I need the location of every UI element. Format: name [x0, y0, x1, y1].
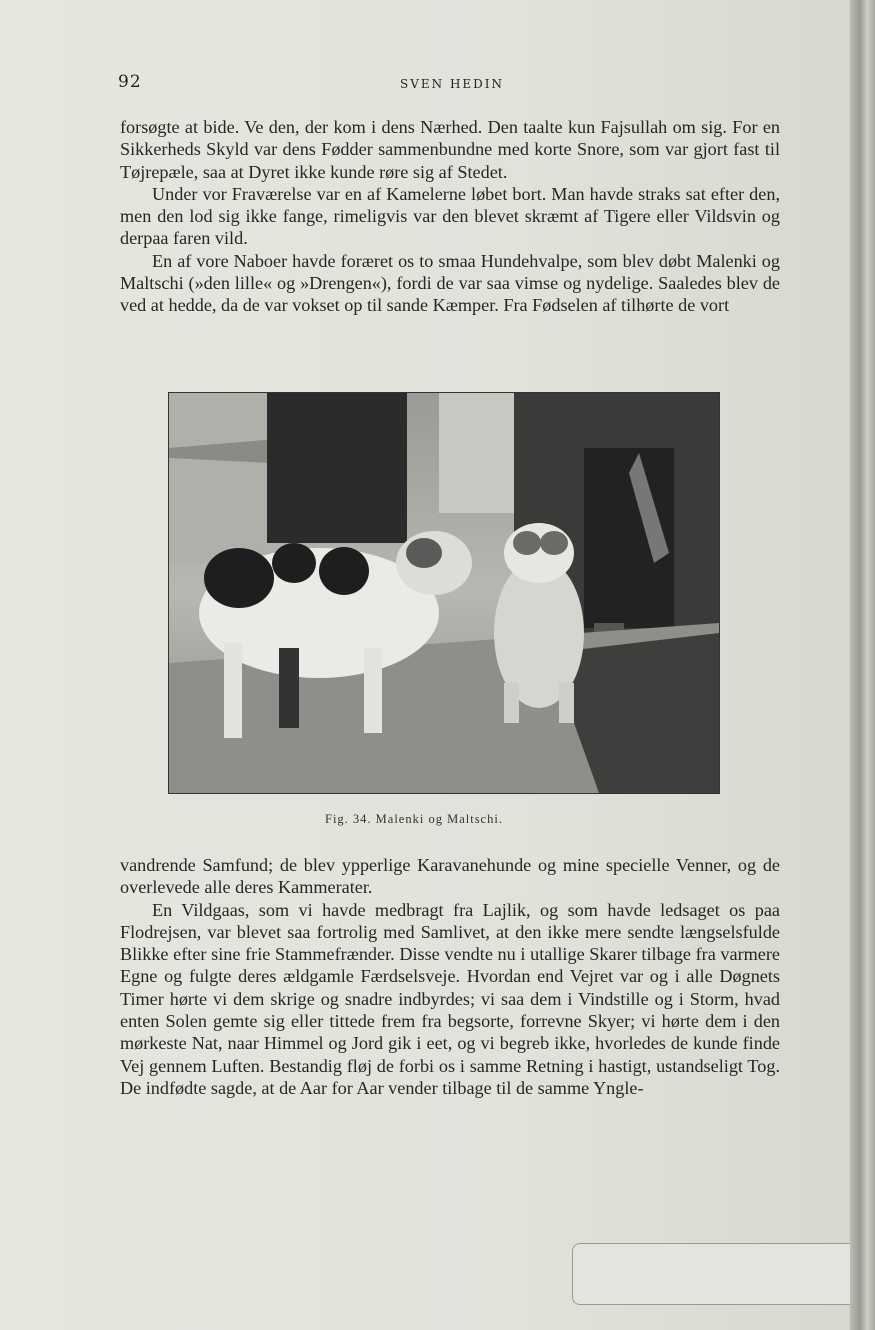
paragraph: En af vore Naboer havde foræret os to smaa Hundehvalpe, som blev døbt Malenki og Maltschi (»den lille« og »Drengen«), fordi de var saa vimse og nydelige. Saaledes blev de ved at hedde, da de var vokset op til sande Kæmper. Fra Fødselen af tilhørte de vort — [120, 250, 780, 316]
figure-photo-dogs — [168, 392, 720, 794]
running-title: SVEN HEDIN — [400, 77, 505, 91]
paragraph: En Vildgaas, som vi havde medbragt fra Lajlik, og som havde ledsaget os paa Flodrejsen, var blevet saa fortrolig med Samlivet, at den ikke mere sendte længselsfulde Blikke efter sine frie Stammefrænder. Disse vendte nu i utallige Skarer tilbage fra varmere Egne og fulgte deres ældgamle Færdselsveje. Hvordan end Vejret var og i alle Døgnets Timer hørte vi dem skrige og snadre indbyrdes; vi saa dem i Vindstille og i Storm, hvad enten Solen gemte sig eller tittede frem fra begsorte, forrevne Skyer; vi hørte dem i den mørkeste Nat, naar Himmel og Jord gik i eet, og vi begreb ikke, hvorledes de kunde finde Vej gennem Luften. Bestandig fløj de forbi os i samme Retning i hastigt, ustandseligt Tog. De indfødte sagde, at de Aar for Aar vender tilbage til de samme Yngle- — [120, 899, 780, 1098]
book-spine-edge — [850, 0, 875, 1330]
paragraph: Under vor Fraværelse var en af Kamelerne løbet bort. Man havde straks sat efter den, men den lod sig ikke fange, rimeligvis var den blevet skræmt af Tigere eller Vildsvin og derpaa faren vild. — [120, 183, 780, 249]
paragraph: forsøgte at bide. Ve den, der kom i dens Nærhed. Den taalte kun Fajsullah om sig. For en Sikkerheds Skyld var dens Fødder sammenbundne med korte Snore, som var gjort fast til Tøjrepæle, saa at Dyret ikke kunde røre sig af Stedet. — [120, 117, 780, 182]
text-block-top — [120, 116, 780, 317]
page-number: 92 — [118, 72, 142, 92]
figure-caption: Fig. 34. Malenki og Maltschi. — [325, 812, 503, 826]
page-tab-decoration — [572, 1243, 864, 1305]
text-block-bottom — [120, 854, 780, 1099]
paragraph: vandrende Samfund; de blev ypperlige Karavanehunde og mine specielle Venner, og de overlevede alle deres Kammerater. — [120, 855, 780, 898]
